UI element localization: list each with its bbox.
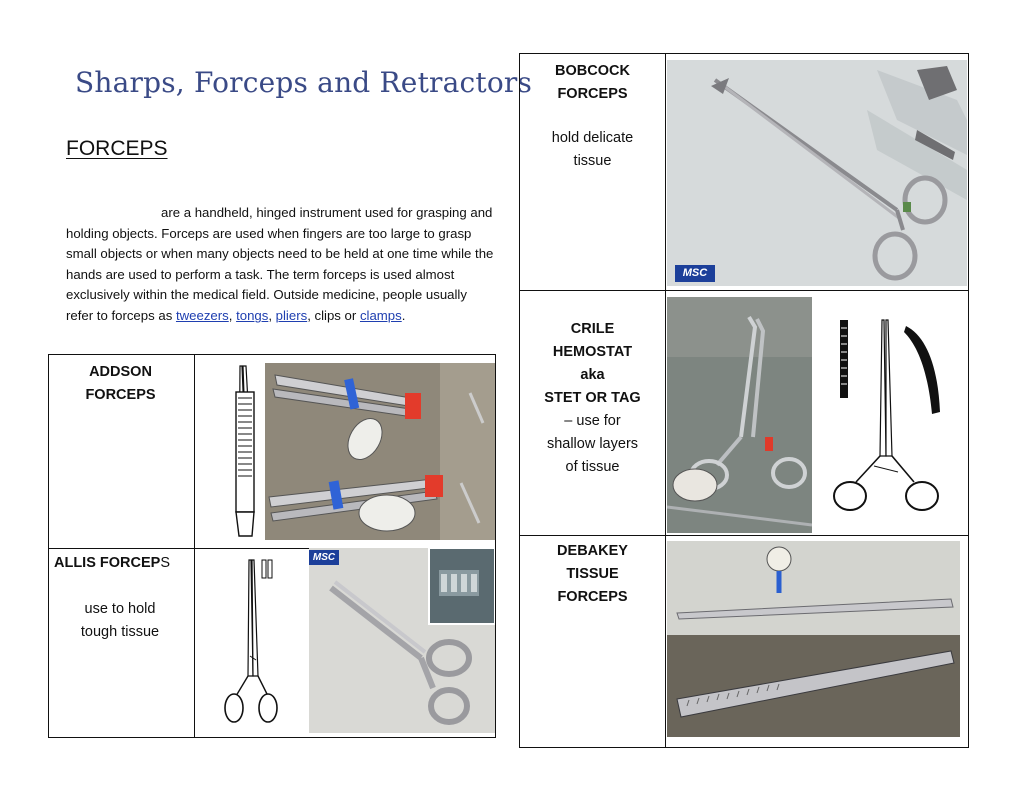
allis-name-tail: S <box>160 555 171 571</box>
bobcock-photo <box>667 60 967 286</box>
bobcock-desc-2: tissue <box>573 153 612 169</box>
bobcock-desc-1: hold delicate <box>551 130 634 146</box>
crile-name-2: HEMOSTAT <box>552 344 633 360</box>
crile-name-1: CRILE <box>570 321 615 337</box>
intro-mid: , clips or <box>307 307 360 323</box>
intro-lead: are a handheld, hinged instrument used for <box>161 205 413 220</box>
link-tweezers[interactable]: tweezers <box>175 307 229 323</box>
intro-end: . <box>401 307 406 323</box>
crile-name-4: STET OR TAG <box>544 390 641 406</box>
allis-desc-1: use to hold <box>84 601 156 617</box>
debakey-label <box>519 540 666 609</box>
allis-title <box>54 552 184 575</box>
link-tongs[interactable]: tongs <box>236 307 269 323</box>
intro-paragraph <box>66 203 496 326</box>
link-clamps[interactable]: clamps <box>359 307 402 323</box>
msc-badge-icon: MSC <box>675 265 715 282</box>
addson-photo <box>265 363 495 540</box>
link-pliers[interactable]: pliers <box>275 307 308 323</box>
hemostat-drawing-icon <box>222 556 282 728</box>
debakey-name-1: DEBAKEY <box>557 543 628 559</box>
intro-body: grasping and holding objects. Forceps are used when fingers are too large to grasp small objects or when many objects need to be held at one time while the hands are used to perform a task. The term forceps is used almost exclusively within the medical field. Outside medicine, people usually refer to forceps <box>66 205 494 323</box>
addson-name-1: ADDSON <box>89 364 152 380</box>
separator: , <box>228 307 237 323</box>
addson-name-2: FORCEPS <box>85 387 156 403</box>
debakey-photo <box>667 541 960 737</box>
section-heading: FORCEPS <box>66 137 168 160</box>
crile-desc-1: – use for <box>564 413 621 429</box>
bobcock-name-2: FORCEPS <box>557 86 628 102</box>
crile-desc-3: of tissue <box>565 459 620 475</box>
allis-photo <box>309 548 495 733</box>
page-title: Sharps, Forceps and Retractors <box>75 66 533 99</box>
allis-desc-2: tough tissue <box>80 624 160 640</box>
addson-label <box>48 361 193 407</box>
msc-badge-icon: MSC <box>309 550 339 565</box>
crile-desc-2: shallow layers <box>546 436 639 452</box>
allis-desc <box>50 598 190 644</box>
bobcock-desc <box>519 127 666 173</box>
forceps-drawing-icon <box>226 362 262 542</box>
bobcock-name-1: BOBCOCK <box>555 63 630 79</box>
crile-photo <box>667 297 812 533</box>
debakey-name-2: TISSUE <box>566 566 619 582</box>
crile-name-3: aka <box>580 367 605 383</box>
bobcock-label <box>519 60 666 106</box>
crile-label <box>519 318 666 479</box>
hemostat-drawing-icon <box>826 316 956 520</box>
debakey-name-3: FORCEPS <box>557 589 628 605</box>
intro-as: as <box>158 307 173 323</box>
separator: , <box>268 307 276 323</box>
allis-name-bold: ALLIS FORCEP <box>54 555 161 571</box>
